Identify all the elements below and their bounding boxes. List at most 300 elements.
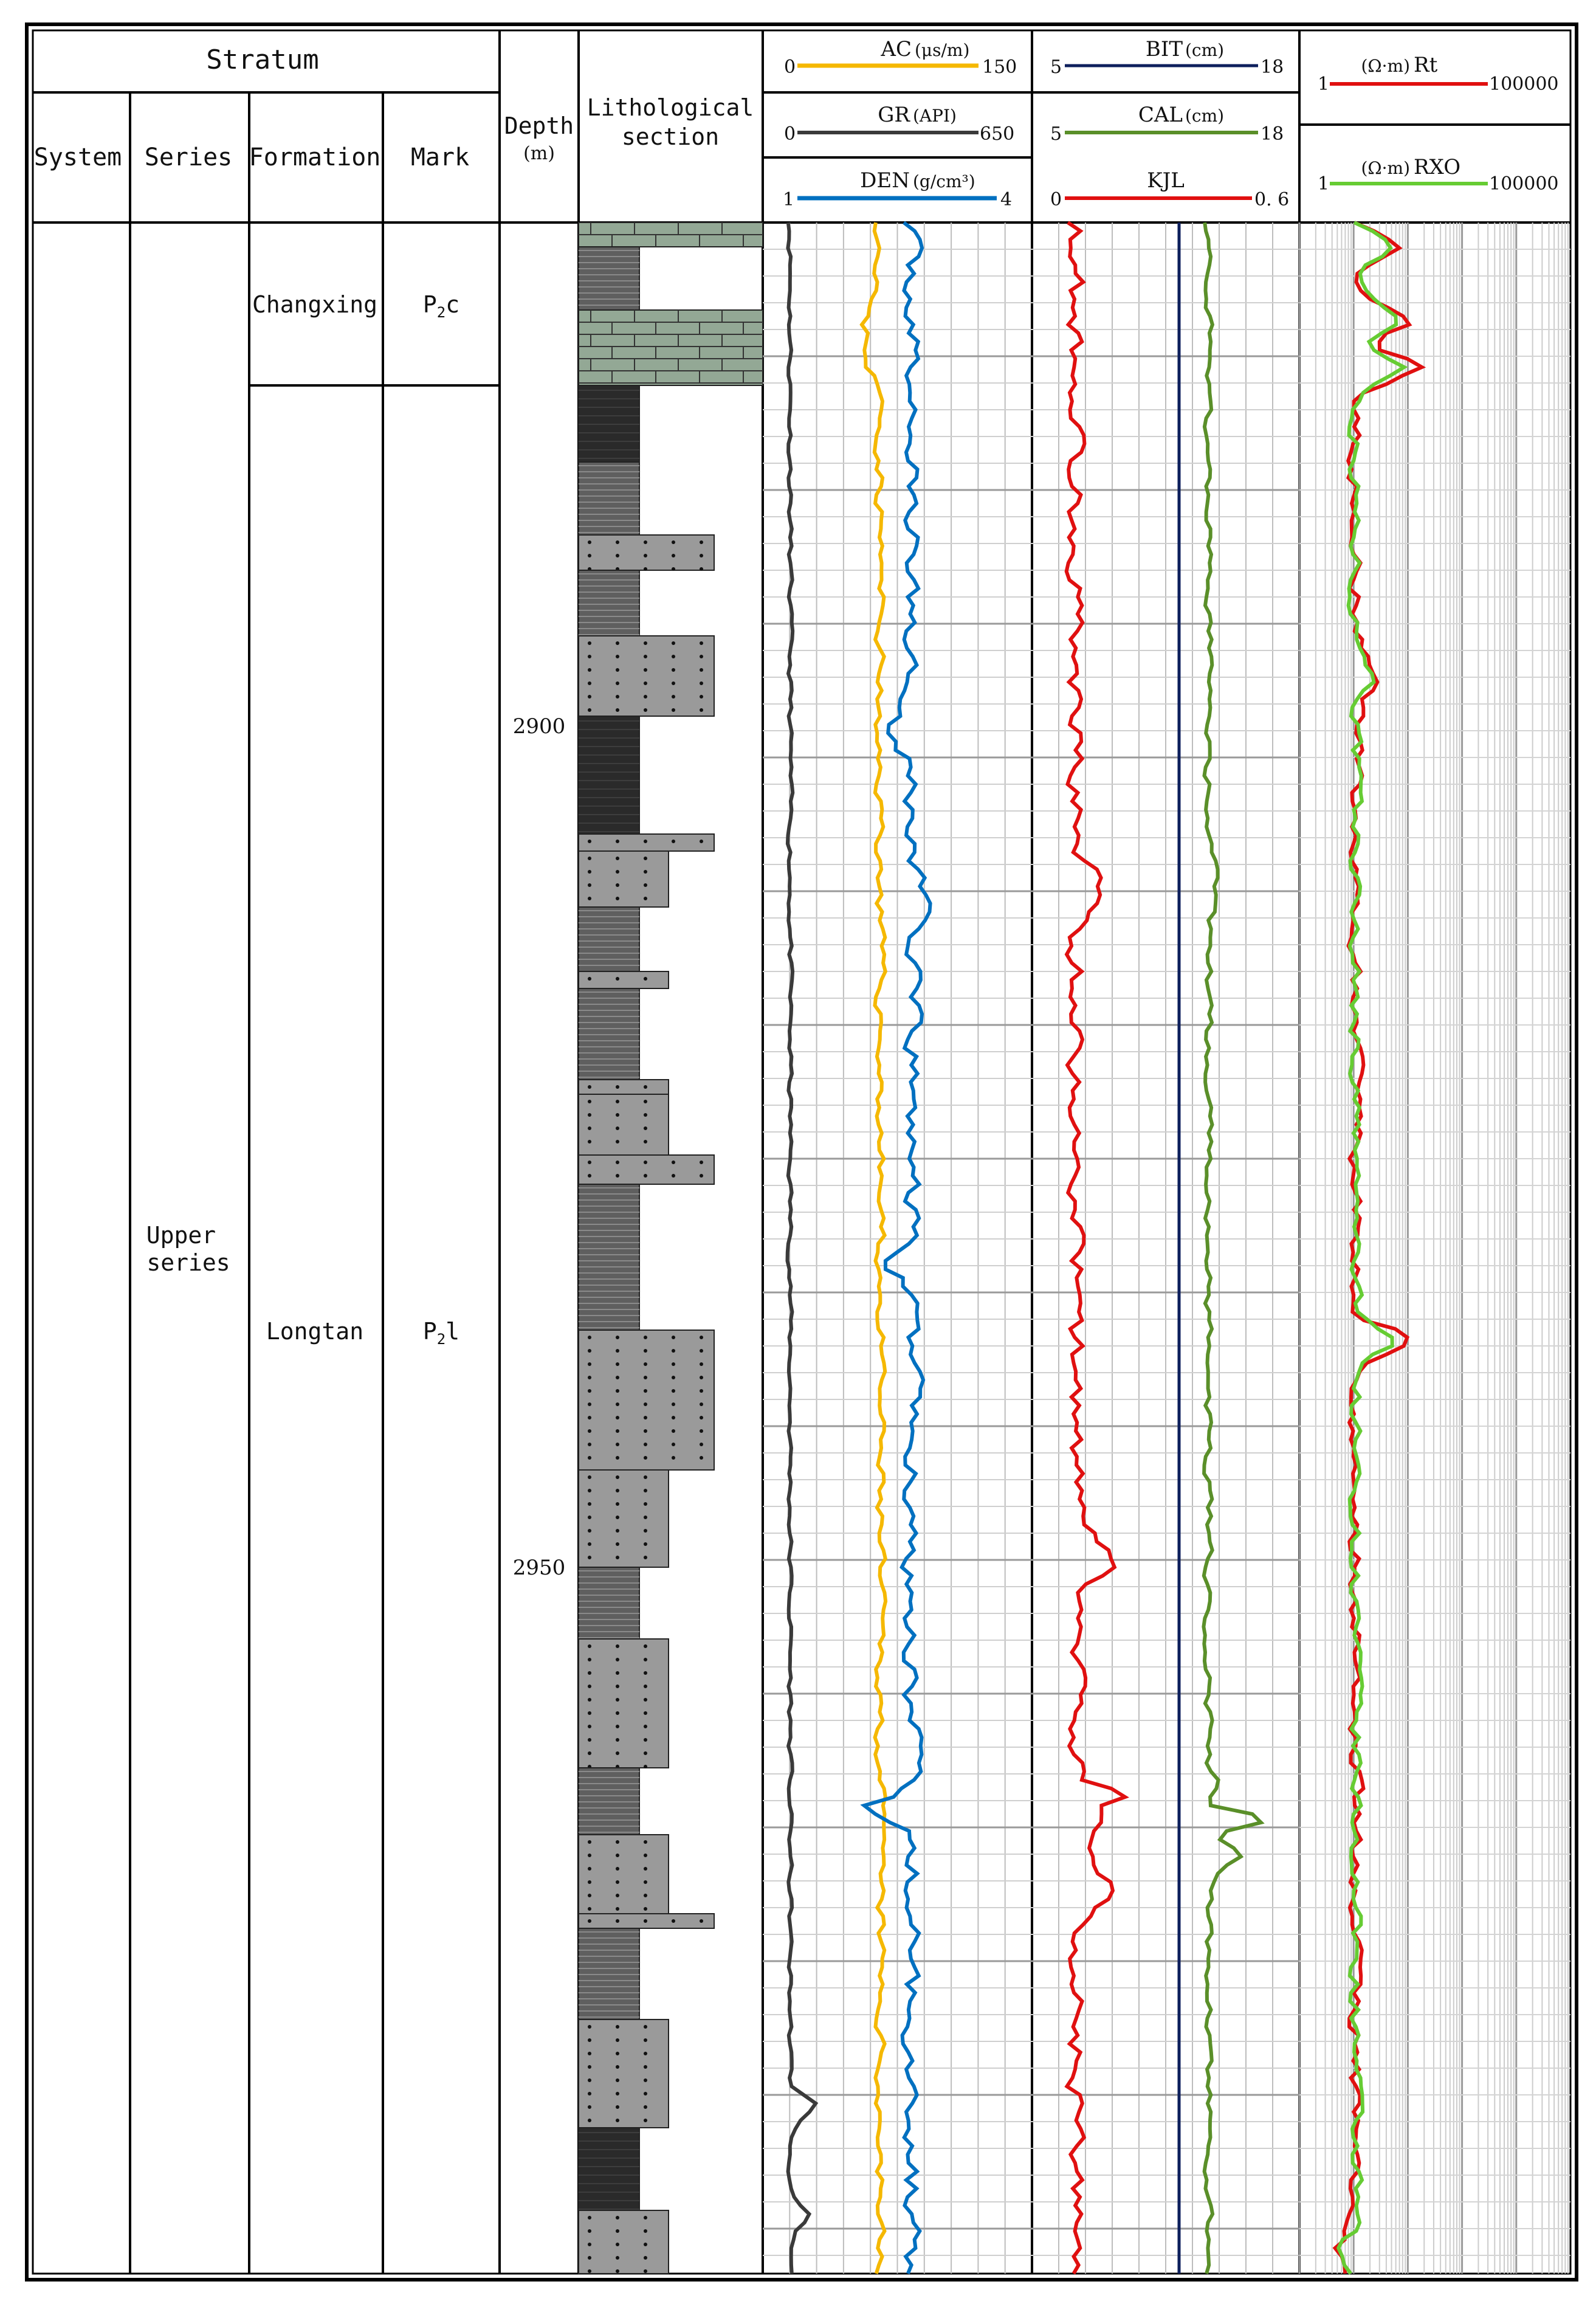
silt-dot [588, 1698, 591, 1702]
silt-dot [672, 1456, 675, 1460]
silt-dot [644, 2105, 647, 2109]
siltstone-bed [579, 851, 669, 907]
silt-dot [588, 1376, 591, 1379]
den-legend [783, 168, 1012, 210]
silt-dot [616, 1644, 619, 1648]
silt-dot [616, 1919, 619, 1923]
silt-dot [644, 1711, 647, 1715]
silt-dot [616, 1174, 619, 1178]
silt-dot [700, 695, 703, 698]
silt-dot [616, 1489, 619, 1492]
depth-unit: (m) [523, 143, 555, 164]
silt-dot [588, 2216, 591, 2219]
silt-dot [588, 668, 591, 672]
silt-dot [588, 2038, 591, 2042]
silt-dot [700, 1362, 703, 1366]
silt-dot [644, 1140, 647, 1143]
siltstone-bed [579, 535, 714, 570]
silt-dot [616, 2092, 619, 2095]
mark-header: Mark [410, 143, 470, 171]
silt-dot [672, 1443, 675, 1446]
header-lines [33, 92, 1570, 385]
cal-min: 5 [1050, 123, 1062, 145]
silt-dot [588, 1475, 591, 1479]
silt-dot [588, 695, 591, 698]
formation-longtan: Longtan [266, 1318, 364, 1345]
silt-dot [672, 668, 675, 672]
silt-dot [616, 1738, 619, 1742]
silt-dot [588, 1867, 591, 1871]
silt-dot [644, 1174, 647, 1178]
silt-dot [616, 540, 619, 544]
silt-dot [644, 2229, 647, 2233]
silt-dot [644, 1765, 647, 1768]
track3-log-grid [1299, 222, 1570, 2274]
silt-dot [588, 1456, 591, 1460]
silt-dot [672, 1174, 675, 1178]
rxo-title: RXO [1414, 155, 1461, 179]
silt-dot [616, 2216, 619, 2219]
silt-dot [588, 1556, 591, 1559]
gr-max: 650 [980, 123, 1015, 145]
silt-dot [588, 2243, 591, 2246]
silt-dot [644, 2256, 647, 2260]
silt-dot [588, 1502, 591, 1506]
silt-dot [644, 567, 647, 571]
silt-dot [644, 2052, 647, 2055]
inner-frame [33, 30, 1570, 2274]
silt-dot [616, 1429, 619, 1433]
silt-dot [588, 1725, 591, 1728]
silt-dot [644, 1685, 647, 1688]
silt-dot [588, 540, 591, 544]
silt-dot [644, 1376, 647, 1379]
silt-dot [588, 1416, 591, 1419]
silt-dot [672, 641, 675, 645]
silt-dot [644, 1854, 647, 1857]
silt-dot [588, 1751, 591, 1755]
cal-title: CAL [1138, 103, 1183, 127]
silt-dot [588, 554, 591, 557]
silt-dot [644, 1840, 647, 1844]
kjl-legend [1050, 168, 1289, 210]
bit-legend [1050, 37, 1284, 78]
rxo-legend [1318, 155, 1559, 195]
rt-title: Rt [1414, 53, 1438, 77]
track1-grid [763, 222, 1032, 2274]
silt-dot [588, 1085, 591, 1089]
silt-dot [700, 1174, 703, 1178]
silt-dot [616, 1100, 619, 1103]
silt-dot [644, 1907, 647, 1911]
rxo-min: 1 [1318, 173, 1330, 195]
silt-dot [644, 668, 647, 672]
silt-dot [644, 1126, 647, 1130]
silt-dot [616, 1685, 619, 1688]
silt-dot [644, 1542, 647, 1546]
silt-dot [588, 2256, 591, 2260]
silt-dot [588, 1489, 591, 1492]
kjl-min: 0 [1050, 189, 1062, 210]
silt-dot [588, 1542, 591, 1546]
silt-dot [616, 1516, 619, 1519]
silt-dot [672, 681, 675, 685]
silt-dot [644, 2065, 647, 2069]
gr-unit: (API) [913, 106, 957, 126]
silt-dot [672, 1161, 675, 1164]
silt-dot [588, 1113, 591, 1117]
silt-dot [644, 2243, 647, 2246]
mudstone-bed [579, 462, 639, 535]
den-unit: (g/cm³) [913, 171, 975, 191]
silt-dot [644, 1658, 647, 1661]
silt-dot [644, 1880, 647, 1884]
silt-dot [672, 1429, 675, 1433]
silt-dot [672, 554, 675, 557]
silt-dot [644, 1443, 647, 1446]
silt-dot [644, 1100, 647, 1103]
silt-dot [644, 857, 647, 860]
bit-min: 5 [1050, 57, 1062, 78]
silt-dot [644, 1336, 647, 1339]
silt-dot [644, 2025, 647, 2029]
silt-dot [644, 2078, 647, 2082]
silt-dot [616, 1502, 619, 1506]
silt-dot [644, 1456, 647, 1460]
bit-unit: (cm) [1185, 40, 1225, 60]
silt-dot [588, 1685, 591, 1688]
silt-dot [616, 681, 619, 685]
silt-dot [616, 2078, 619, 2082]
rt-min: 1 [1318, 74, 1330, 95]
rxo-max: 100000 [1489, 173, 1559, 195]
silt-dot [616, 1085, 619, 1089]
silt-dot [644, 2269, 647, 2273]
silt-dot [700, 1336, 703, 1339]
mudstone-bed [579, 1567, 639, 1639]
silt-dot [616, 2025, 619, 2029]
silt-dot [588, 1907, 591, 1911]
silt-dot [616, 2052, 619, 2055]
silt-dot [588, 1894, 591, 1897]
silt-dot [644, 1671, 647, 1675]
silt-dot [616, 1113, 619, 1117]
silt-dot [588, 977, 591, 981]
silt-dot [616, 1907, 619, 1911]
gr-min: 0 [784, 123, 796, 145]
silt-dot [616, 1475, 619, 1479]
silt-dot [616, 1456, 619, 1460]
silt-dot [616, 2119, 619, 2122]
silt-dot [644, 1698, 647, 1702]
coal-bed [579, 716, 639, 834]
silt-dot [616, 2229, 619, 2233]
silt-dot [588, 2065, 591, 2069]
silt-dot [588, 681, 591, 685]
silt-dot [616, 708, 619, 712]
ac-max: 150 [982, 57, 1017, 78]
silt-dot [672, 1919, 675, 1923]
silt-dot [588, 1711, 591, 1715]
silt-dot [644, 1489, 647, 1492]
silt-dot [616, 870, 619, 874]
ac-min: 0 [784, 57, 796, 78]
coal-bed [579, 2128, 639, 2210]
silt-dot [588, 857, 591, 860]
ac-legend [784, 37, 1017, 78]
siltstone-bed [579, 1155, 714, 1184]
silt-dot [700, 540, 703, 544]
siltstone-bed [579, 1835, 669, 1914]
cal-max: 18 [1261, 123, 1284, 145]
silt-dot [588, 2078, 591, 2082]
silt-dot [700, 708, 703, 712]
silt-dot [644, 1556, 647, 1559]
rxo-unit: (Ω·m) [1361, 158, 1410, 178]
silt-dot [588, 1336, 591, 1339]
silt-dot [672, 540, 675, 544]
silt-dot [644, 695, 647, 698]
den-min: 1 [783, 189, 795, 210]
depth-header: Depth [504, 112, 574, 139]
siltstone-bed [579, 1094, 669, 1155]
silt-dot [588, 1349, 591, 1353]
silt-dot [616, 1402, 619, 1406]
silt-dot [616, 1880, 619, 1884]
rt-unit: (Ω·m) [1361, 56, 1410, 76]
silt-dot [644, 1402, 647, 1406]
silt-dot [700, 1389, 703, 1393]
silt-dot [616, 1751, 619, 1755]
silt-dot [644, 1751, 647, 1755]
silt-dot [644, 641, 647, 645]
silt-dot [616, 1376, 619, 1379]
silt-dot [644, 1529, 647, 1533]
kjl-curve [1067, 222, 1125, 2274]
silt-dot [644, 840, 647, 843]
cal-unit: (cm) [1185, 106, 1225, 126]
silt-dot [616, 897, 619, 900]
silt-dot [588, 1516, 591, 1519]
silt-dot [588, 2052, 591, 2055]
silt-dot [644, 2216, 647, 2219]
silt-dot [700, 554, 703, 557]
silt-dot [672, 1416, 675, 1419]
siltstone-bed [579, 1470, 669, 1567]
silt-dot [644, 540, 647, 544]
silt-dot [616, 2105, 619, 2109]
silt-dot [616, 840, 619, 843]
silt-dot [616, 1867, 619, 1871]
silt-dot [616, 1161, 619, 1164]
silt-dot [672, 708, 675, 712]
mark-longtan: $P_2l$ [422, 1318, 460, 1348]
silt-dot [588, 2025, 591, 2029]
silt-dot [588, 1738, 591, 1742]
system-header: System [33, 143, 122, 171]
silt-dot [588, 1402, 591, 1406]
silt-dot [700, 1349, 703, 1353]
rt-max: 100000 [1489, 74, 1559, 95]
silt-dot [700, 567, 703, 571]
siltstone-bed [579, 2210, 669, 2274]
silt-dot [644, 1502, 647, 1506]
silt-dot [644, 1349, 647, 1353]
silt-dot [588, 1658, 591, 1661]
silt-dot [644, 1894, 647, 1897]
silt-dot [700, 681, 703, 685]
silt-dot [700, 1161, 703, 1164]
gr-curve [788, 222, 816, 2274]
silt-dot [616, 1725, 619, 1728]
limestone-bed [579, 310, 763, 385]
silt-dot [588, 1443, 591, 1446]
litho-header-line2: section [621, 123, 720, 150]
outer-frame [27, 24, 1577, 2280]
silt-dot [588, 1644, 591, 1648]
silt-dot [616, 1556, 619, 1559]
silt-dot [616, 1349, 619, 1353]
bit-title: BIT [1145, 37, 1183, 61]
silt-dot [588, 2119, 591, 2122]
silt-dot [672, 1376, 675, 1379]
silt-dot [672, 1349, 675, 1353]
silt-dot [672, 1402, 675, 1406]
silt-dot [588, 1854, 591, 1857]
silt-dot [644, 1113, 647, 1117]
silt-dot [588, 641, 591, 645]
silt-dot [644, 2119, 647, 2122]
silt-dot [644, 708, 647, 712]
silt-dot [644, 2038, 647, 2042]
silt-dot [700, 1443, 703, 1446]
silt-dot [588, 1140, 591, 1143]
silt-dot [644, 1919, 647, 1923]
kjl-title: KJL [1147, 168, 1185, 193]
silt-dot [616, 641, 619, 645]
silt-dot [588, 1880, 591, 1884]
cal-curve [1203, 222, 1261, 2274]
silt-dot [700, 1376, 703, 1379]
silt-dot [644, 1362, 647, 1366]
silt-dot [588, 2105, 591, 2109]
cal-legend [1050, 103, 1284, 145]
silt-dot [616, 1711, 619, 1715]
siltstone-bed [579, 636, 714, 716]
siltstone-bed [579, 1080, 669, 1094]
silt-dot [616, 1140, 619, 1143]
silt-dot [616, 1336, 619, 1339]
silt-dot [616, 1529, 619, 1533]
silt-dot [616, 1698, 619, 1702]
kjl-max: 0. 6 [1254, 189, 1290, 210]
silt-dot [700, 1919, 703, 1923]
silt-dot [644, 1867, 647, 1871]
silt-dot [616, 977, 619, 981]
silt-dot [616, 1854, 619, 1857]
silt-dot [588, 840, 591, 843]
silt-dot [644, 977, 647, 981]
silt-dot [616, 668, 619, 672]
silt-dot [672, 655, 675, 658]
silt-dot [700, 1416, 703, 1419]
silt-dot [644, 870, 647, 874]
silt-dot [616, 2243, 619, 2246]
silt-dot [616, 2038, 619, 2042]
den-max: 4 [1000, 189, 1013, 210]
silt-dot [644, 1475, 647, 1479]
silt-dot [616, 2269, 619, 2273]
silt-dot [700, 1456, 703, 1460]
silt-dot [588, 1126, 591, 1130]
mark-changxing: $P_2c$ [422, 291, 460, 321]
silt-dot [616, 1658, 619, 1661]
formation-changxing: Changxing [252, 291, 377, 318]
gr-title: GR [878, 103, 910, 127]
silt-dot [644, 1389, 647, 1393]
silt-dot [616, 1840, 619, 1844]
silt-dot [644, 883, 647, 887]
silt-dot [672, 840, 675, 843]
silt-dot [644, 2092, 647, 2095]
silt-dot [644, 1416, 647, 1419]
silt-dot [672, 1389, 675, 1393]
silt-dot [588, 655, 591, 658]
silt-dot [588, 708, 591, 712]
silt-dot [588, 2269, 591, 2273]
silt-dot [616, 1894, 619, 1897]
silt-dot [616, 883, 619, 887]
silt-dot [700, 655, 703, 658]
silt-dot [644, 1161, 647, 1164]
depth-tick-2900: 2900 [512, 714, 566, 739]
silt-dot [616, 695, 619, 698]
silt-dot [616, 1671, 619, 1675]
silt-dot [644, 655, 647, 658]
silt-dot [616, 1416, 619, 1419]
silt-dot [588, 1919, 591, 1923]
silt-dot [588, 1174, 591, 1178]
silt-dot [700, 641, 703, 645]
silt-dot [616, 2256, 619, 2260]
silt-dot [588, 1671, 591, 1675]
silt-dot [672, 567, 675, 571]
silt-dot [588, 870, 591, 874]
den-title: DEN [860, 168, 910, 193]
silt-dot [644, 1429, 647, 1433]
silt-dot [700, 840, 703, 843]
siltstone-bed [579, 2019, 669, 2128]
gr-legend [784, 103, 1014, 145]
ac-curve [862, 222, 886, 2274]
silt-dot [672, 695, 675, 698]
silt-dot [588, 897, 591, 900]
silt-dot [616, 1443, 619, 1446]
lithology-column [579, 222, 763, 2274]
silt-dot [588, 2092, 591, 2095]
silt-dot [700, 668, 703, 672]
rt-legend [1318, 53, 1559, 95]
silt-dot [588, 883, 591, 887]
silt-dot [588, 1429, 591, 1433]
silt-dot [616, 1542, 619, 1546]
silt-dot [644, 554, 647, 557]
silt-dot [644, 1738, 647, 1742]
silt-dot [700, 1402, 703, 1406]
series-label-line1: Upper [146, 1222, 216, 1249]
silt-dot [644, 1516, 647, 1519]
silt-dot [700, 1429, 703, 1433]
